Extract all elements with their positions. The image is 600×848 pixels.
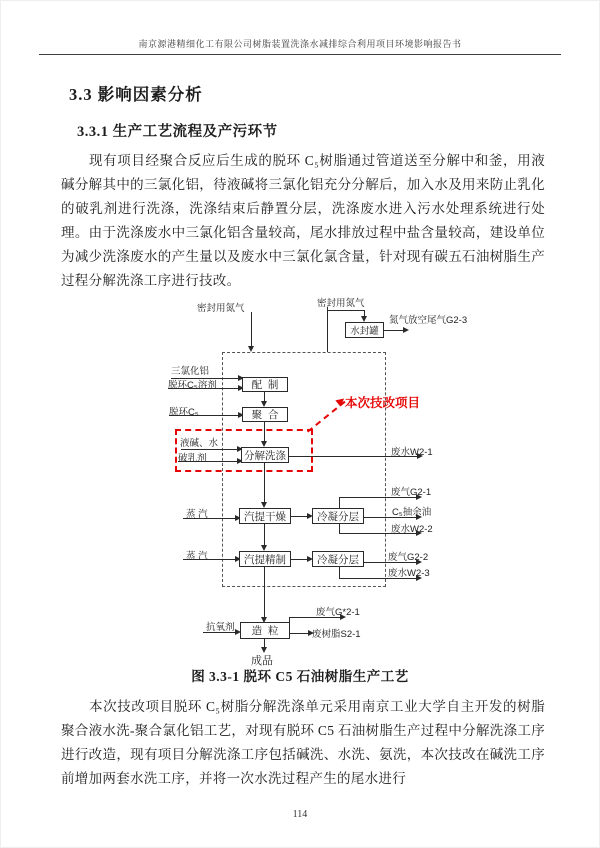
seal-nitrogen-left-label: 密封用氮气 [197,303,245,314]
pelletize-box: 造 粒 [240,622,290,639]
flow-line [339,567,340,578]
polymerize-box: 聚 合 [242,407,288,422]
decompose-wash-box: 分解洗涤 [241,447,289,463]
arrowhead [403,327,409,333]
page-header: 南京源港精细化工有限公司树脂装置洗涤水减排综合利用项目环境影响报告书 [138,39,462,49]
c5-label: 脱环C₅ [169,407,199,418]
strip-dry-box: 汽提干燥 [239,508,291,524]
flow-line [251,312,252,348]
c5-solvent-label: 脱环C₅溶剂 [168,380,217,391]
flow-line [339,497,340,508]
wastewater-w2-2-label: 废水W2-2 [391,524,433,535]
arrowhead [248,346,254,352]
demulsifier-label: 破乳剂 [178,453,207,464]
flow-line [327,307,328,352]
steam2-label: 蒸 汽 [186,551,208,562]
subsection-heading: 3.3.1 生产工艺流程及产污环节 [77,124,278,140]
process-flow-diagram [1,293,599,667]
header-rule [39,54,561,55]
offgas-g-2-1-label: 废气G*2-1 [316,607,360,618]
nitrogen-vent-label: 氮气放空尾气G2-3 [389,315,468,326]
condense1-box: 冷凝分层 [312,508,364,524]
condense2-box: 冷凝分层 [312,551,364,567]
section-heading: 3.3 影响因素分析 [69,85,203,104]
wastewater-w2-1-label: 废水W2-1 [391,447,433,458]
flow-line [264,524,265,546]
offgas-g2-1-label: 废气G2-1 [391,487,432,498]
paragraph-1: 现有项目经聚合反应后生成的脱环 C₅树脂通过管道送至分解中和釜，用液碱分解其中的三氯化铝，待液碱将三氯化铝充分分解后，加入水及用来防止乳化的破乳剂进行洗涤，洗涤结束后静置分层，洗涤废水进入污水处理系统进行处理。由于洗涤废水中三氯化铝含量较高，尾水排放过程中盐含量较高，建设单位为减少洗涤废水的产生量以及废水中三氯化氯含量，针对现有碳五石油树脂生产过程分解洗涤工序进行技改。 [61,153,545,288]
water-seal-tank-box: 水封罐 [345,322,384,338]
caustic-water-label: 液碱、水 [180,438,219,449]
technical-upgrade-note: 本次技改项目 [345,396,421,410]
flow-line [264,567,265,618]
page-number: 114 [292,809,308,820]
antioxidant-label: 抗氧剂 [206,622,235,633]
wastewater-w2-3-label: 废水W2-3 [388,568,430,579]
product-label: 成品 [251,655,273,667]
alcl3-label: 三氯化铝 [171,366,210,377]
flow-line [290,633,309,634]
flow-line [384,330,404,331]
flow-line [327,310,365,311]
seal-nitrogen-right-label: 密封用氮气 [317,298,365,309]
figure-caption: 图 3.3-1 脱环 C5 石油树脂生产工艺 [191,669,409,684]
steam1-label: 蒸 汽 [186,509,208,520]
mix-box: 配 制 [242,377,288,392]
strip-refine-box: 汽提精制 [239,551,291,567]
paragraph-2: 本次技改项目脱环 C₅树脂分解洗涤单元采用南京工业大学自主开发的树脂聚合液水洗-聚合氯化铝工艺，对现有脱环 C5 石油树脂生产过程中分解洗涤工序进行改造，现有项目分解洗涤工序包括碱洗、水洗、氨洗，本次技改在碱洗工序前增加两套水洗工序，并将一次水洗过程产生的尾水进行 [61,699,545,786]
offgas-g2-2-label: 废气G2-2 [388,552,429,563]
c5-raffinate-label: C₅抽余油 [392,507,432,518]
waste-resin-s2-1-label: 废树脂S2-1 [312,629,361,640]
technical-upgrade-red-box [175,429,313,472]
